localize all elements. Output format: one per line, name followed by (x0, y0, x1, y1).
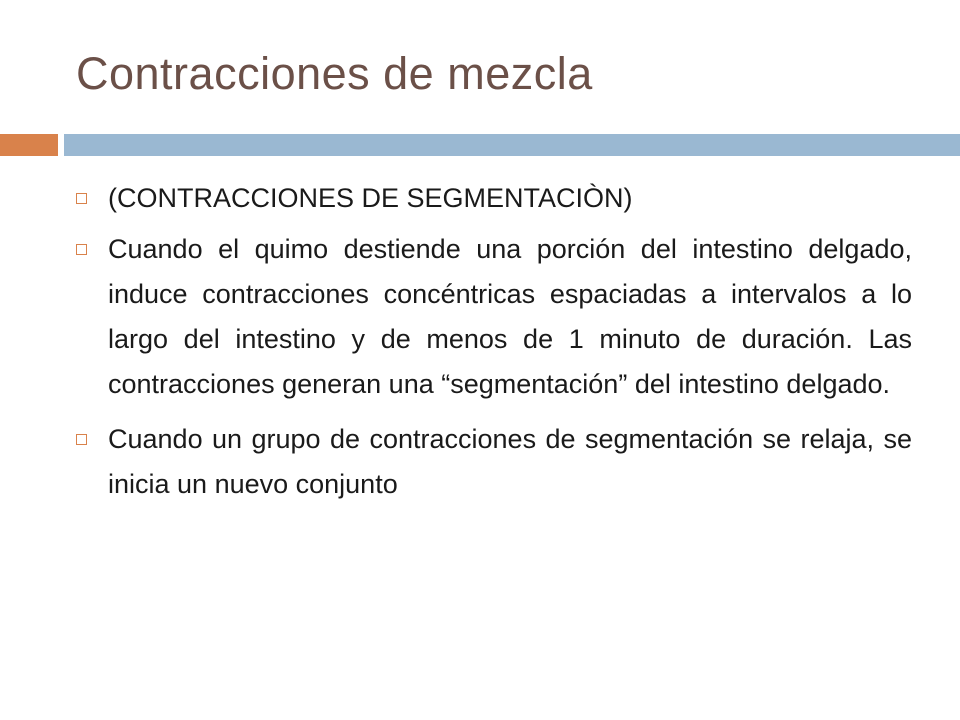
square-bullet-icon (76, 244, 87, 255)
bullet-text: (CONTRACCIONES DE SEGMENTACIÒN) (108, 183, 633, 213)
slide-title: Contracciones de mezcla (76, 48, 593, 99)
square-bullet-icon (76, 193, 87, 204)
square-bullet-icon (76, 434, 87, 445)
bullet-item (76, 227, 912, 407)
bullet-item (76, 176, 912, 221)
bullet-list (76, 176, 912, 517)
title-accent-bar-blue (64, 134, 960, 156)
bullet-text: Cuando un grupo de contracciones de segmentación se relaja, se inicia un nuevo conjunto (108, 424, 912, 499)
title-accent-bar-orange (0, 134, 58, 156)
bullet-item (76, 417, 912, 507)
bullet-text: Cuando el quimo destiende una porción del intestino delgado, induce contracciones concéntricas espaciadas a intervalos a lo largo del intestino y de menos de 1 minuto de duración. Las contracciones generan una “segmentación” del intestino delgado. (108, 234, 912, 399)
